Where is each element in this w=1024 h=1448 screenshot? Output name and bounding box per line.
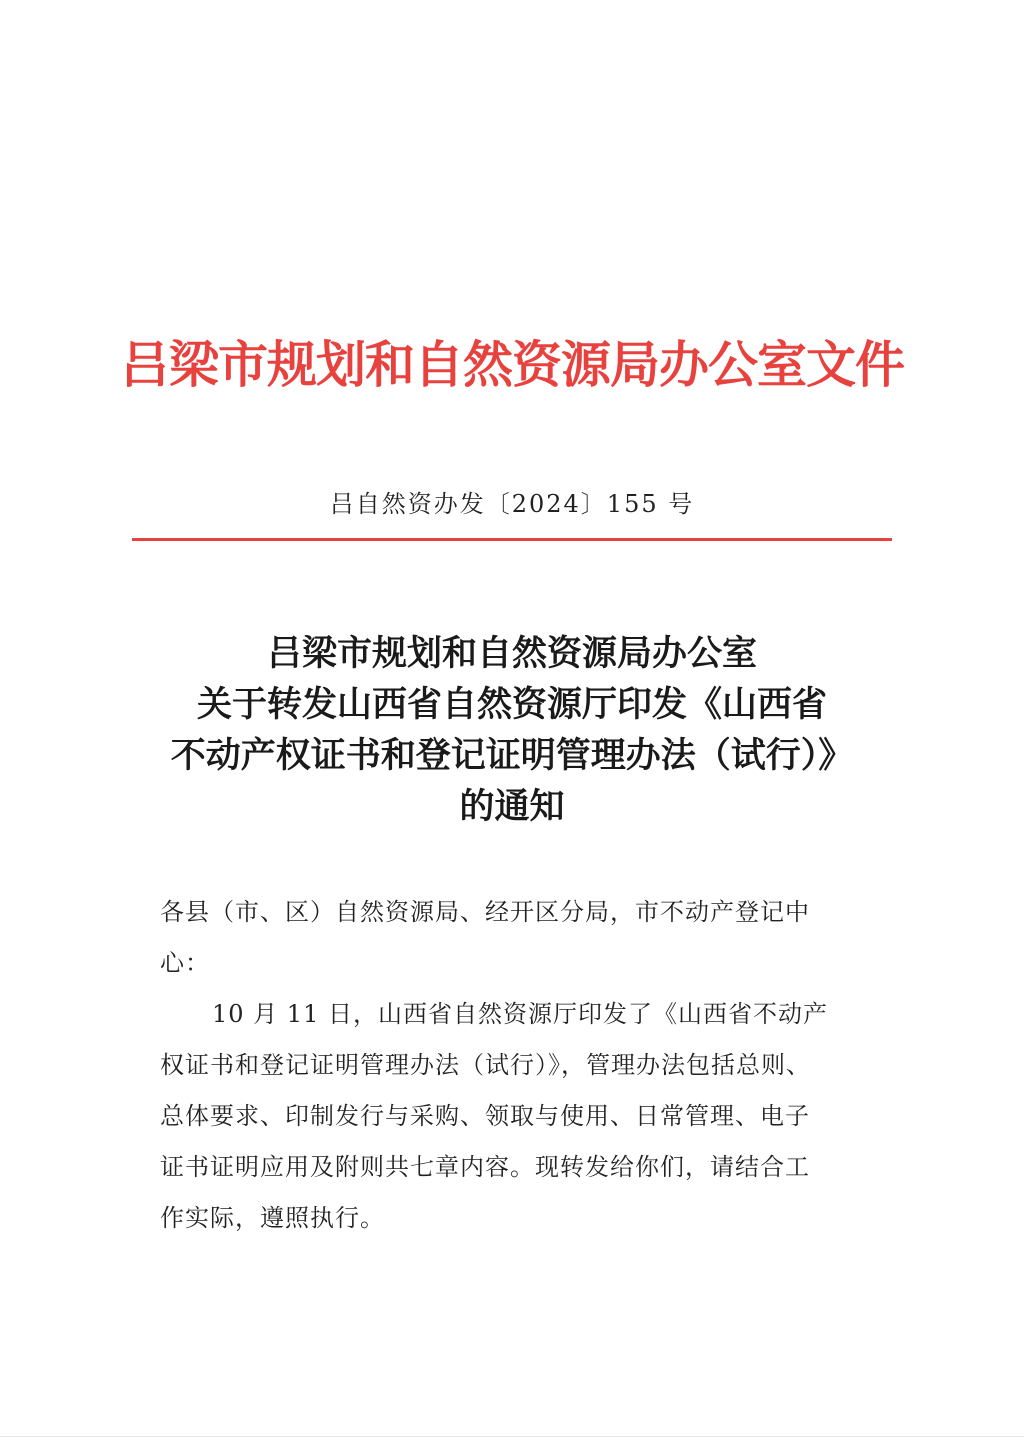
- notice-title-line: 的通知: [459, 786, 565, 827]
- red-header-title: 吕梁市规划和自然资源局办公室文件: [120, 335, 904, 394]
- paragraph-line: 10 月 11 日，山西省自然资源厅印发了《山西省不动产: [212, 1000, 828, 1028]
- red-separator-line: [132, 538, 892, 541]
- document-number: 吕自然资办发〔2024〕155 号: [329, 490, 695, 518]
- paragraph-line: 总体要求、印制发行与采购、领取与使用、日常管理、电子: [160, 1102, 810, 1130]
- paragraph-line: 证书证明应用及附则共七章内容。现转发给你们，请结合工: [160, 1153, 810, 1181]
- notice-title-line: 关于转发山西省自然资源厅印发《山西省: [196, 684, 827, 725]
- paragraph-line: 权证书和登记证明管理办法（试行）》，管理办法包括总则、: [160, 1051, 811, 1079]
- notice-title-line: 不动产权证书和登记证明管理办法（试行）》: [170, 735, 854, 776]
- salutation-line: 各县（市、区）自然资源局、经开区分局，市不动产登记中: [160, 898, 810, 926]
- notice-title: [120, 628, 904, 832]
- notice-title-line: 吕梁市规划和自然资源局办公室: [266, 633, 757, 674]
- paragraph-line: 作实际，遵照执行。: [160, 1204, 385, 1232]
- salutation-line: 心：: [160, 949, 210, 977]
- scan-edge-line: [0, 1436, 1024, 1437]
- notice-body: [160, 887, 872, 1244]
